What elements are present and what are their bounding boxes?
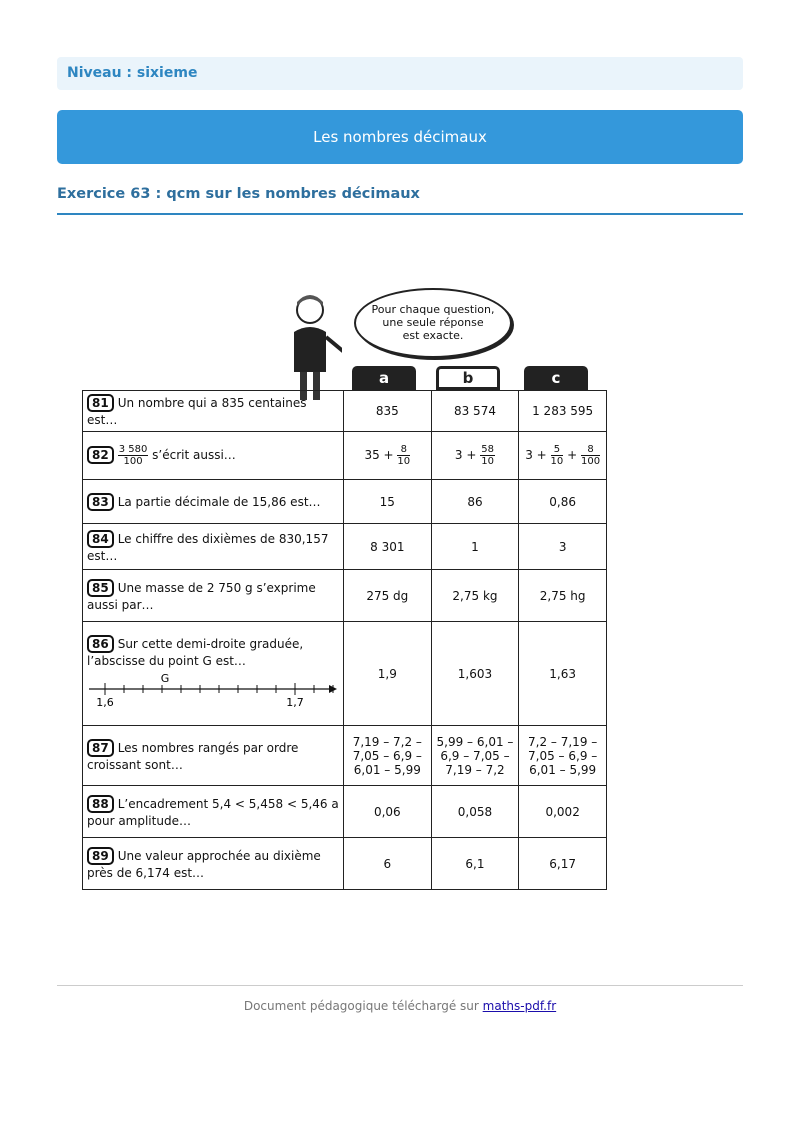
exercise-title: Exercice 63 : qcm sur les nombres décimaux: [57, 186, 743, 215]
answer-a: 8 301: [343, 524, 431, 570]
answer-c: 7,2 – 7,19 – 7,05 – 6,9 – 6,01 – 5,99: [519, 726, 607, 786]
answer-c: 0,86: [519, 480, 607, 524]
question-number: 86: [87, 635, 114, 653]
question-text: Un nombre qui a 835 centaines est…: [87, 396, 307, 427]
answer-b: 1: [431, 524, 519, 570]
question-number: 89: [87, 847, 114, 865]
table-row: [83, 524, 607, 570]
student-illustration: [282, 292, 342, 402]
question-number: 83: [87, 493, 114, 511]
answer-c: 6,17: [519, 838, 607, 890]
page-footer: [57, 985, 743, 1013]
qcm-table: [82, 390, 607, 890]
answer-b: 86: [431, 480, 519, 524]
qcm-figure: [60, 282, 640, 902]
answer-a: 15: [343, 480, 431, 524]
answer-c: 1 283 595: [519, 391, 607, 432]
answer-b: 3 + $\frac{58}{10}$: [431, 432, 519, 480]
answer-a: 0,06: [343, 786, 431, 838]
table-row: [83, 838, 607, 890]
point-g-label: G: [160, 672, 170, 685]
answer-b: 2,75 kg: [431, 570, 519, 622]
answer-c: 3 + $\frac{5}{10}$ + $\frac{8}{100}$: [519, 432, 607, 480]
graduated-line: [87, 673, 337, 709]
question-number: 84: [87, 530, 114, 548]
column-header-a: a: [352, 366, 416, 390]
answer-a: 35 + $\frac{8}{10}$: [343, 432, 431, 480]
question-number: 87: [87, 739, 114, 757]
answer-c: 3: [519, 524, 607, 570]
table-row: [83, 786, 607, 838]
answer-a: 1,9: [343, 622, 431, 726]
question-text: La partie décimale de 15,86 est…: [117, 494, 321, 509]
answer-b: 83 574: [431, 391, 519, 432]
question-text: s’écrit aussi…: [152, 448, 236, 462]
question-number: 85: [87, 579, 114, 597]
table-row: [83, 480, 607, 524]
level-label: Niveau : sixieme: [57, 57, 743, 90]
question-text: Les nombres rangés par ordre croissant sont…: [87, 740, 299, 772]
footer-text: Document pédagogique téléchargé sur: [243, 999, 479, 1013]
table-row: [83, 622, 607, 726]
table-row: [83, 432, 607, 480]
answer-b: 0,058: [431, 786, 519, 838]
question-text: Une masse de 2 750 g s’exprime aussi par…: [87, 580, 316, 612]
question-text: L’encadrement 5,4 < 5,458 < 5,46 a pour amplitude…: [87, 796, 339, 828]
chapter-banner: Les nombres décimaux: [57, 110, 743, 164]
answer-c: 2,75 hg: [519, 570, 607, 622]
footer-link[interactable]: maths-pdf.fr: [482, 999, 557, 1013]
axis-end-label: 1,7: [286, 695, 304, 709]
question-text: Sur cette demi-droite graduée, l’abscisse du point G est…: [87, 636, 304, 668]
answer-a: 835: [343, 391, 431, 432]
answer-b: 5,99 – 6,01 – 6,9 – 7,05 – 7,19 – 7,2: [431, 726, 519, 786]
answer-a: 6: [343, 838, 431, 890]
question-number: 88: [87, 795, 114, 813]
question-text: Le chiffre des dixièmes de 830,157 est…: [87, 531, 329, 563]
question-number: 81: [87, 394, 114, 412]
answer-b: 6,1: [431, 838, 519, 890]
answer-a: 275 dg: [343, 570, 431, 622]
table-row: [83, 570, 607, 622]
answer-c: 0,002: [519, 786, 607, 838]
answer-b: 1,603: [431, 622, 519, 726]
question-number: 82: [87, 446, 114, 464]
column-header-c: c: [524, 366, 588, 390]
axis-start-label: 1,6: [96, 695, 114, 709]
table-row: [83, 726, 607, 786]
table-row: [83, 391, 607, 432]
question-text: Une valeur approchée au dixième près de 6,174 est…: [87, 848, 321, 880]
answer-a: 7,19 – 7,2 – 7,05 – 6,9 – 6,01 – 5,99: [343, 726, 431, 786]
column-header-b: b: [436, 366, 500, 390]
speech-bubble: Pour chaque question, une seule réponse est exacte.: [354, 288, 512, 358]
answer-c: 1,63: [519, 622, 607, 726]
fraction: $\frac{3 580}{100}$: [118, 444, 148, 467]
